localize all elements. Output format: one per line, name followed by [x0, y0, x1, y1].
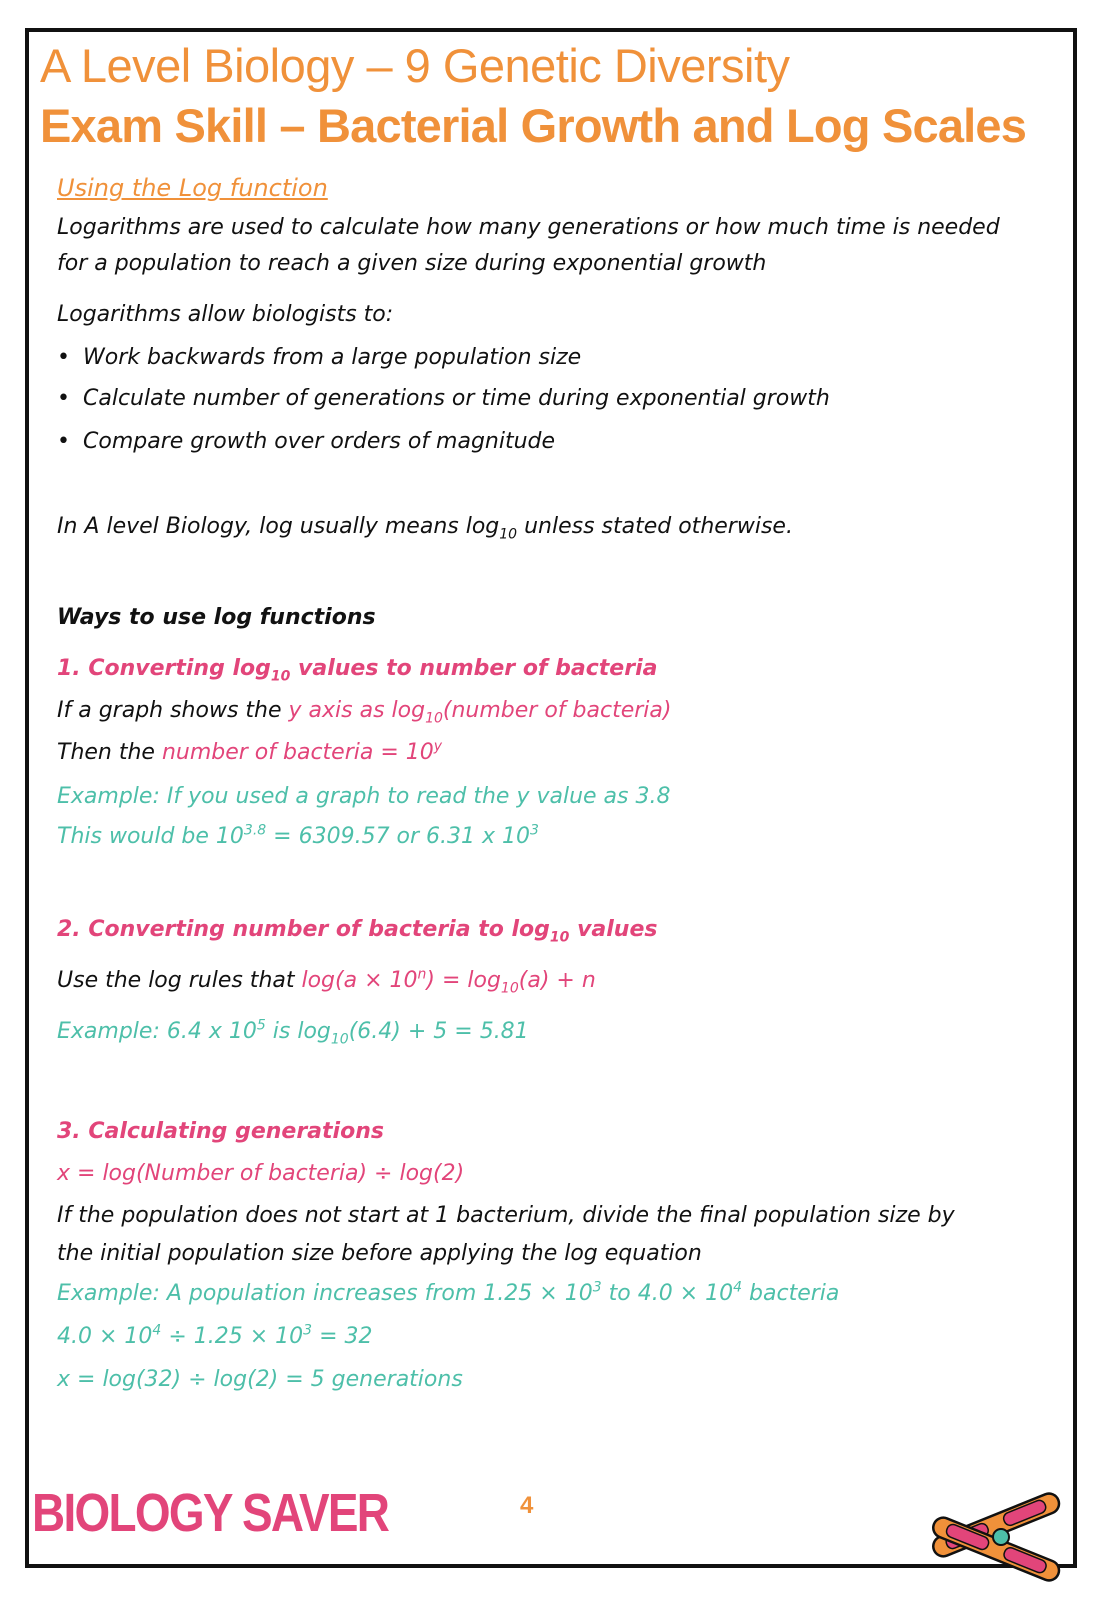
section-2-example: Example: 6.4 x $10^5$ is $\log_{10}(6.4) + 5 = 5.81$: [57, 1017, 529, 1048]
intro-line-1: Logarithms are used to calculate how many generations or how much time is needed: [57, 215, 1000, 240]
page-subtitle: Exam Skill – Bacterial Growth and Log Scales: [40, 99, 1027, 152]
section-heading: Using the Log function: [57, 174, 328, 202]
section-1-formula: Then the number of bacteria = $10^y$: [57, 738, 443, 765]
section-3-text-1: If the population does not start at 1 bacterium, divide the final population size by: [57, 1203, 955, 1228]
list-item: • Calculate number of generations or time during exponential growth: [57, 386, 830, 411]
list-item: • Compare growth over orders of magnitude: [57, 429, 556, 454]
section-3-example-1: Example: A population increases from $1.25 \times 10^3$ to $4.0 \times 10^4$ bacteria: [57, 1279, 840, 1306]
page-number: 4: [520, 1492, 534, 1519]
section-2-rule: Use the log rules that $\log(a \times 10^n) = \log_{10}(a) + n$: [57, 966, 596, 997]
section-2-heading: 2. Converting number of bacteria to $\log_{10}$ values: [57, 917, 658, 946]
allow-lead: Logarithms allow biologists to:: [57, 302, 394, 327]
section-3-heading: 3. Calculating generations: [57, 1119, 384, 1144]
brand-logo: BIOLOGY SAVER: [32, 1483, 389, 1543]
intro-line-2: for a population to reach a given size during exponential growth: [57, 251, 767, 276]
section-1-heading: 1. Converting $\log_{10}$ values to number of bacteria: [57, 656, 658, 685]
section-1-example-2: This would be $10^{3.8} = 6309.57$ or 6.31 x $10^3$: [57, 822, 539, 849]
chromosome-icon: [926, 1482, 1076, 1592]
section-3-example-3: x = log(32) ÷ log(2) = 5 generations: [57, 1367, 463, 1392]
section-1-example-1: Example: If you used a graph to read the y value as 3.8: [57, 784, 671, 809]
ways-heading: Ways to use log functions: [57, 605, 376, 630]
section-1-axis-line: If a graph shows the y axis as $\log_{10}(number$ of bacteria): [57, 698, 672, 727]
page-title: A Level Biology – 9 Genetic Diversity: [40, 39, 790, 92]
section-3-formula: x = log(Number of bacteria) ÷ log(2): [57, 1161, 465, 1186]
section-3-text-2: the initial population size before applying the log equation: [57, 1241, 702, 1266]
list-item: • Work backwards from a large population size: [57, 345, 582, 370]
section-3-example-2: $4.0 \times 10^4 \div 1.25 \times 10^3 = 32$: [57, 1322, 373, 1349]
log-note: In A level Biology, log usually means $\log_{10}$ unless stated otherwise.: [57, 514, 793, 543]
